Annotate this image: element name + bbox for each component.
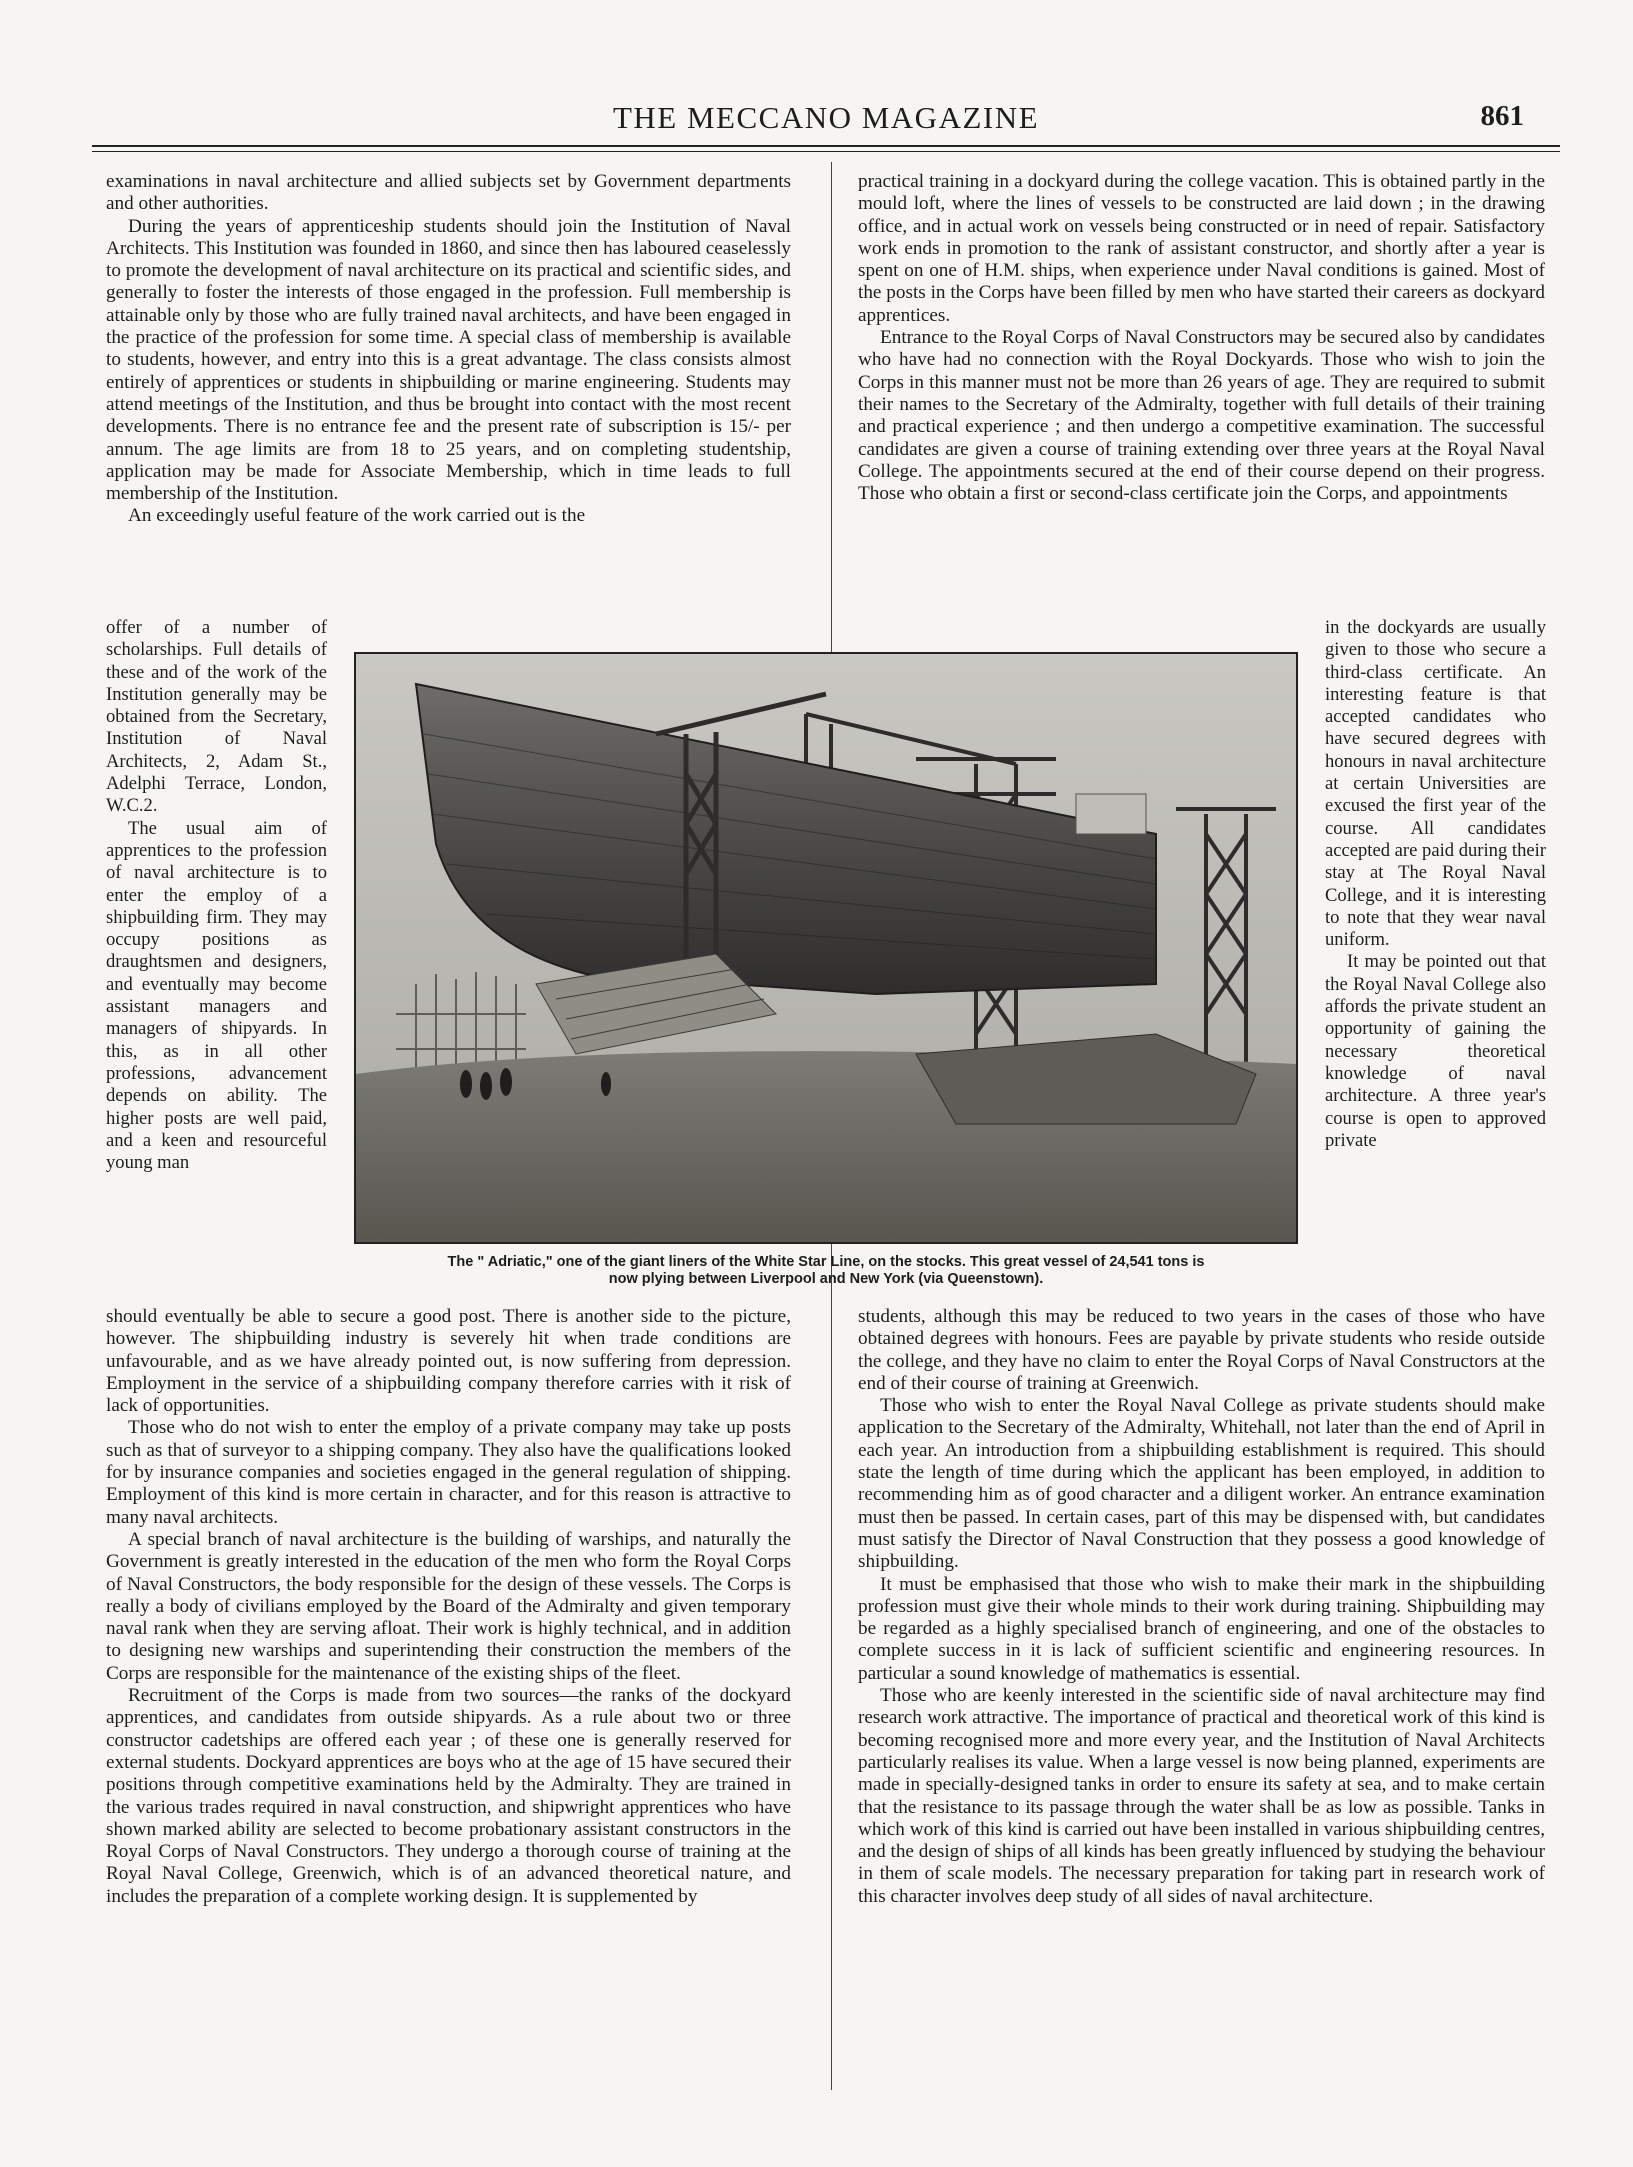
- paragraph: examinations in naval architecture and allied subjects set by Government departments and other authorities.: [106, 171, 791, 215]
- figure-caption: [354, 1254, 1298, 1288]
- right-column-narrow: [1325, 617, 1546, 1152]
- ship-photograph: [354, 652, 1298, 1244]
- paragraph: Entrance to the Royal Corps of Naval Constructors may be secured also by candidates who have had no connection with the Royal Dockyards. Those who wish to join the Corps in this manner must not be more than 26 years of age. They are required to submit their names to the Secretary of the Admiralty, together with full details of their training and practical experience ; and then undergo a competitive examination. The successful candidates are given a course of training extending over three years at the Royal Naval College. The appointments secured at the end of their course depend on their progress. Those who obtain a first or second-class certificate join the Corps, and appointments: [858, 327, 1545, 505]
- left-column-narrow: [106, 617, 327, 1174]
- paragraph: During the years of apprenticeship students should join the Institution of Naval Architects. This Institution was founded in 1860, and since then has laboured ceaselessly to promote the development of naval architecture on its practical and scientific sides, and generally to foster the interests of those engaged in the profession. Full membership is attainable only by those who are fully trained naval architects, and have been engaged in the practice of the profession for some time. A special class of membership is available to students, however, and entry into this is a great advantage. The class consists almost entirely of apprentices or students in shipbuilding or marine engineering. Students may attend meetings of the Institution, and thus be brought into contact with the most recent developments. There is no entrance fee and the present rate of subscription is 15/- per annum. The age limits are from 18 to 25 years, and on completing studentship, application may be made for Associate Membership, which in time leads to full membership of the Institution.: [106, 215, 791, 505]
- header-rule-thin: [92, 151, 1560, 152]
- left-column-bottom: [106, 1306, 791, 1908]
- paragraph: students, although this may be reduced to two years in the cases of those who have obtained degrees with honours. Fees are payable by private students who reside outside the college, and they have no claim to enter the Royal Corps of Naval Constructors at the end of their course of training at Greenwich.: [858, 1306, 1545, 1394]
- paragraph: in the dockyards are usually given to those who secure a third-class certificate. An interesting feature is that accepted candidates who have secured degrees with honours in naval architecture at certain Universities are excused the first year of the course. All candidates accepted are paid during their stay at The Royal Naval College, and it is interesting to note that they wear naval uniform.: [1325, 617, 1546, 951]
- magazine-title: THE MECCANO MAGAZINE: [612, 100, 1040, 135]
- paragraph: Those who do not wish to enter the employ of a private company may take up posts such as that of surveyor to a shipping company. They also have the qualifications looked for by insurance companies and societies engaged in the general regulation of shipping. Employment of this kind is more certain in character, and for this reason is attractive to many naval architects.: [106, 1417, 791, 1528]
- paragraph: should eventually be able to secure a good post. There is another side to the picture, however. The shipbuilding industry is severely hit when trade conditions are unfavourable, and as we have already pointed out, is now suffering from depression. Employment in the service of a shipbuilding company therefore carries with it risk of lack of opportunities.: [106, 1306, 791, 1417]
- paragraph: Those who wish to enter the Royal Naval College as private students should make application to the Secretary of the Admiralty, Whitehall, not later than the end of April in each year. An introduction from a shipbuilding establishment is required. This should state the length of time during which the applicant has been employed, in addition to recommending him as of good character and a diligent worker. An entrance examination must then be passed. In certain cases, part of this may be dispensed with, but candidates must satisfy the Director of Naval Construction that they possess a good knowledge of shipbuilding.: [858, 1395, 1545, 1573]
- caption-line: now plying between Liverpool and New York (via Queenstown).: [608, 1271, 1044, 1287]
- paragraph: A special branch of naval architecture is the building of warships, and naturally the Government is greatly interested in the education of the men who form the Royal Corps of Naval Constructors, the body responsible for the design of these vessels. The Corps is really a body of civilians employed by the Board of the Admiralty and given temporary naval rank when they are serving afloat. Their work is highly technical, and in addition to designing new warships and superintending their construction the members of the Corps are responsible for the maintenance of the existing ships of the fleet.: [106, 1528, 791, 1684]
- paragraph: offer of a number of scholarships. Full details of these and of the work of the Institution generally may be obtained from the Secretary, Institution of Naval Architects, 2, Adam St., Adelphi Terrace, London, W.C.2.: [106, 617, 327, 817]
- paragraph: The usual aim of apprentices to the profession of naval architecture is to enter the employ of a shipbuilding firm. They may occupy positions as draughtsmen and designers, and eventually may become assistant managers and managers of shipyards. In this, as in all other professions, advancement depends on ability. The higher posts are well paid, and a keen and resourceful young man: [106, 817, 327, 1174]
- left-column-top: [106, 171, 791, 528]
- page-header: [92, 96, 1560, 142]
- ship-illustration: [356, 654, 1296, 1242]
- paragraph: It must be emphasised that those who wish to make their mark in the shipbuilding profession must give their whole minds to their work during training. Shipbuilding may be regarded as a highly specialised branch of engineering, and one of the obstacles to complete success in it is lack of sufficient scientific and engineering resources. In particular a sound knowledge of mathematics is essential.: [858, 1573, 1545, 1684]
- paragraph: practical training in a dockyard during the college vacation. This is obtained partly in the mould loft, where the lines of vessels to be constructed are laid down ; in the drawing office, and in actual work on vessels being constructed or in need of repair. Satisfactory work ends in promotion to the rank of assistant constructor, and shortly after a year is spent on one of H.M. ships, when experience under Naval conditions is gained. Most of the posts in the Corps have been filled by men who have started their careers as dockyard apprentices.: [858, 171, 1545, 326]
- paragraph: Recruitment of the Corps is made from two sources—the ranks of the dockyard apprentices, and candidates from outside shipyards. As a rule about two or three constructor cadetships are offered each year ; of these one is generally reserved for external students. Dockyard apprentices are boys who at the age of 15 have secured their positions through competitive examinations held by the Admiralty. They are trained in the various trades required in naval construction, and shipwright apprentices who have shown marked ability are selected to become probationary assistant constructors in the Royal Corps of Naval Constructors. They undergo a thorough course of training at the Royal Naval College, Greenwich, which is of an advanced theoretical nature, and includes the preparation of a complete working design. It is supplemented by: [106, 1685, 791, 1907]
- right-column-bottom: [858, 1306, 1545, 1908]
- right-column-top: [858, 171, 1545, 505]
- paragraph: An exceedingly useful feature of the work carried out is the: [128, 505, 586, 527]
- header-rule: [92, 145, 1560, 147]
- paragraph: Those who are keenly interested in the scientific side of naval architecture may find research work attractive. The importance of practical and theoretical work of this kind is becoming recognised more and more every year, and the Institution of Naval Architects particularly realises its value. When a large vessel is now being planned, experiments are made in specially-designed tanks in order to ensure its safety at sea, and to make certain that the resistance to its passage through the water shall be as low as possible. Tanks in which work of this kind is carried out have been installed in various shipbuilding centres, and the design of ships of all kinds has been greatly influenced by studying the behaviour in them of scale models. The necessary preparation for taking part in research work of this character involves deep study of all sides of naval architecture.: [858, 1685, 1545, 1907]
- caption-line: The " Adriatic," one of the giant liners of the White Star Line, on the stocks. This great vessel of 24,541 tons is: [447, 1254, 1205, 1270]
- page-number: 861: [1480, 100, 1524, 132]
- paragraph: It may be pointed out that the Royal Naval College also affords the private student an opportunity of gaining the necessary theoretical knowledge of naval architecture. A three year's course is open to approved private: [1325, 951, 1546, 1151]
